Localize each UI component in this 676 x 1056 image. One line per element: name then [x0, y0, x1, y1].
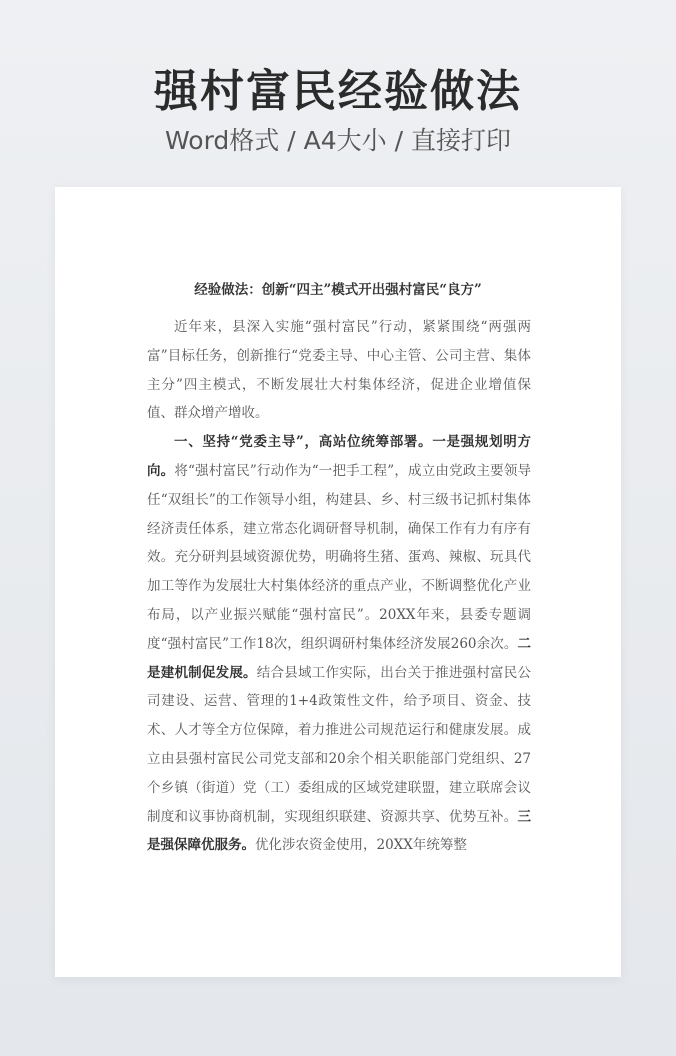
document-body [147, 313, 531, 860]
document-page [55, 187, 621, 977]
page-subtitle: Word格式 / A4大小 / 直接打印 [165, 126, 511, 155]
document-title: 经验做法：创新“四主”模式开出强村富民“良方” [194, 282, 482, 298]
point3-title: 三是强保障优服务。 [147, 808, 531, 854]
intro-paragraph [147, 313, 531, 428]
point1-title: 一是强规划明方向。 [147, 434, 532, 479]
point2-text: 结合县域工作实际，出台关于推进强村富民公司建设、运营、管理的1+4政策性文件，给予项目、资金、技术、人才等全方位保障，着力推进公司规范运行和健康发展。成立由县强村富民公司党支部和20余个相关职能部门党组织、27个乡镇（街道）党（工）委组成的区域党建联盟，建立联席会议制度和议事协商机制，实现组织联建、资源共享、优势互补。 [147, 664, 532, 825]
section-paragraph [147, 428, 531, 860]
intro-text: 近年来，县深入实施“强村富民”行动，紧紧围绕“两强两富”目标任务，创新推行“党委主导、中心主管、公司主营、集体主分”四主模式，不断发展壮大村集体经济，促进企业增值保值、群众增产增收。 [147, 319, 531, 422]
page-header [0, 62, 676, 158]
section-heading: 一、坚持“党委主导”，高站位统筹部署。 [174, 434, 433, 451]
page-title: 强村富民经验做法 [154, 66, 522, 117]
point2-title: 二是建机制促发展。 [147, 635, 531, 681]
point1-text: 将“强村富民”行动作为“一把手工程”，成立由党政主要领导任“双组长”的工作领导小组，构建县、乡、村三级书记抓村集体经济责任体系，建立常态化调研督导机制，确保工作有力有序有效。充分研判县域资源优势，明确将生猪、蛋鸡、辣椒、玩具代加工等作为发展壮大村集体经济的重点产业，不断调整优化产业布局，以产业振兴赋能“强村富民”。20XX年来，县委专题调度“强村富民”工作18次，组织调研村集体经济发展260余次。 [147, 462, 531, 652]
point3-text: 优化涉农资金使用，20XX年统筹整 [255, 837, 467, 854]
